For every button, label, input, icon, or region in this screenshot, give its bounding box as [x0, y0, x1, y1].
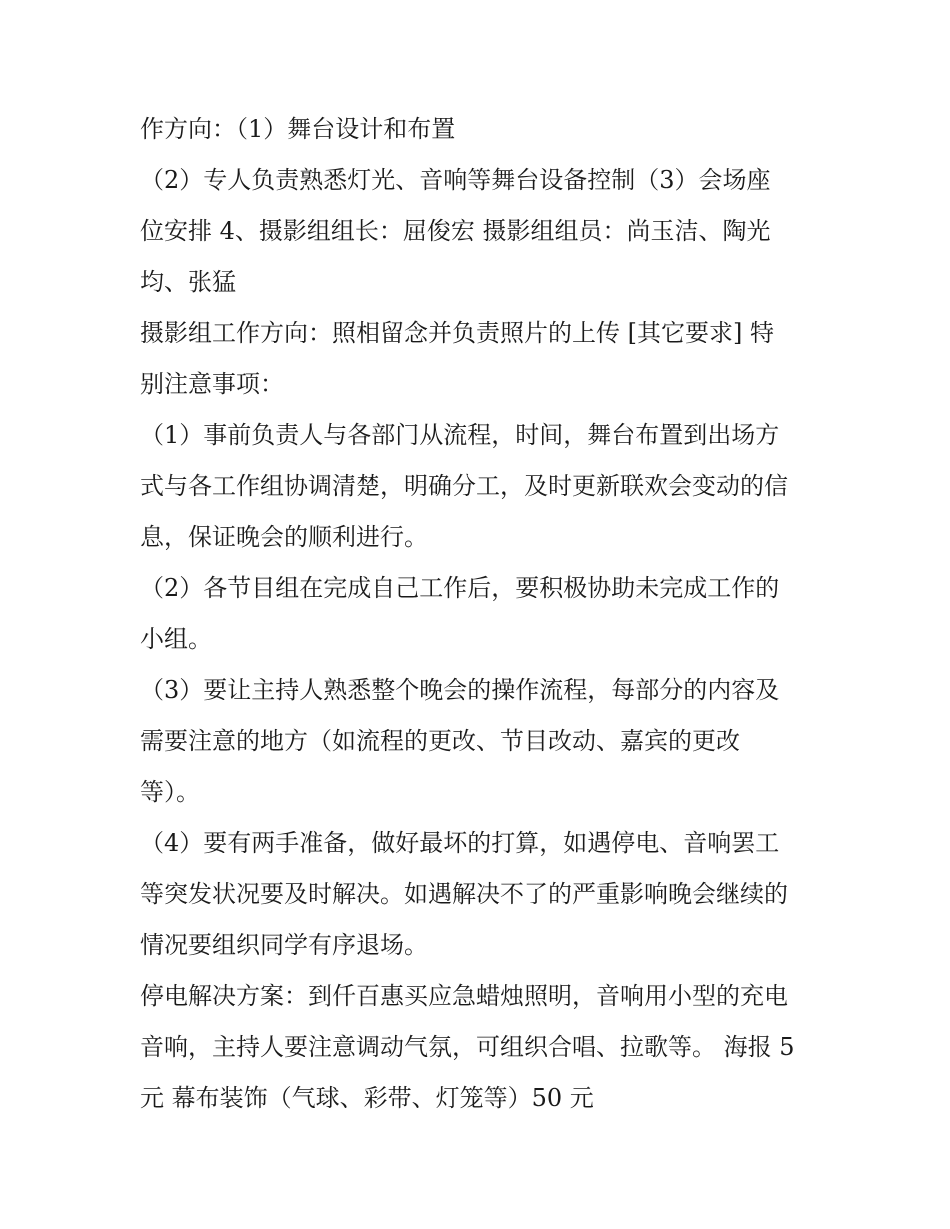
text-line: 小组。 — [140, 625, 212, 653]
text-line: （2）专人负责熟悉灯光、音响等舞台设备控制（3）会场座 — [140, 166, 771, 194]
text-line: 作方向：（1）舞台设计和布置 — [140, 115, 456, 143]
text-line: 等）。 — [140, 778, 200, 806]
document-body — [140, 110, 815, 1130]
text-line: 均、张猛 — [140, 268, 236, 296]
text-line: （4）要有两手准备，做好最坏的打算，如遇停电、音响罢工 — [140, 829, 780, 857]
text-line: 位安排 4、摄影组组长：屈俊宏 摄影组组员：尚玉洁、陶光 — [140, 217, 771, 245]
text-line: 需要注意的地方（如流程的更改、节目改动、嘉宾的更改 — [140, 727, 740, 755]
text-line: （3）要让主持人熟悉整个晚会的操作流程，每部分的内容及 — [140, 676, 780, 704]
text-line: （2）各节目组在完成自己工作后，要积极协助未完成工作的 — [140, 574, 780, 602]
text-line: 息，保证晚会的顺利进行。 — [140, 523, 428, 551]
text-line: 音响，主持人要注意调动气氛，可组织合唱、拉歌等。 海报 5 — [140, 1033, 795, 1061]
text-line: 停电解决方案：到仟百惠买应急蜡烛照明，音响用小型的充电 — [140, 982, 788, 1010]
text-line: 元 幕布装饰（气球、彩带、灯笼等）50 元 — [140, 1084, 594, 1112]
text-line: 等突发状况要及时解决。如遇解决不了的严重影响晚会继续的 — [140, 880, 788, 908]
text-line: 情况要组织同学有序退场。 — [140, 931, 428, 959]
text-line: 式与各工作组协调清楚，明确分工，及时更新联欢会变动的信 — [140, 472, 788, 500]
text-line: 别注意事项： — [140, 370, 284, 398]
text-line: （1）事前负责人与各部门从流程，时间，舞台布置到出场方 — [140, 421, 780, 449]
text-line: 摄影组工作方向：照相留念并负责照片的上传 [其它要求] 特 — [140, 319, 774, 347]
